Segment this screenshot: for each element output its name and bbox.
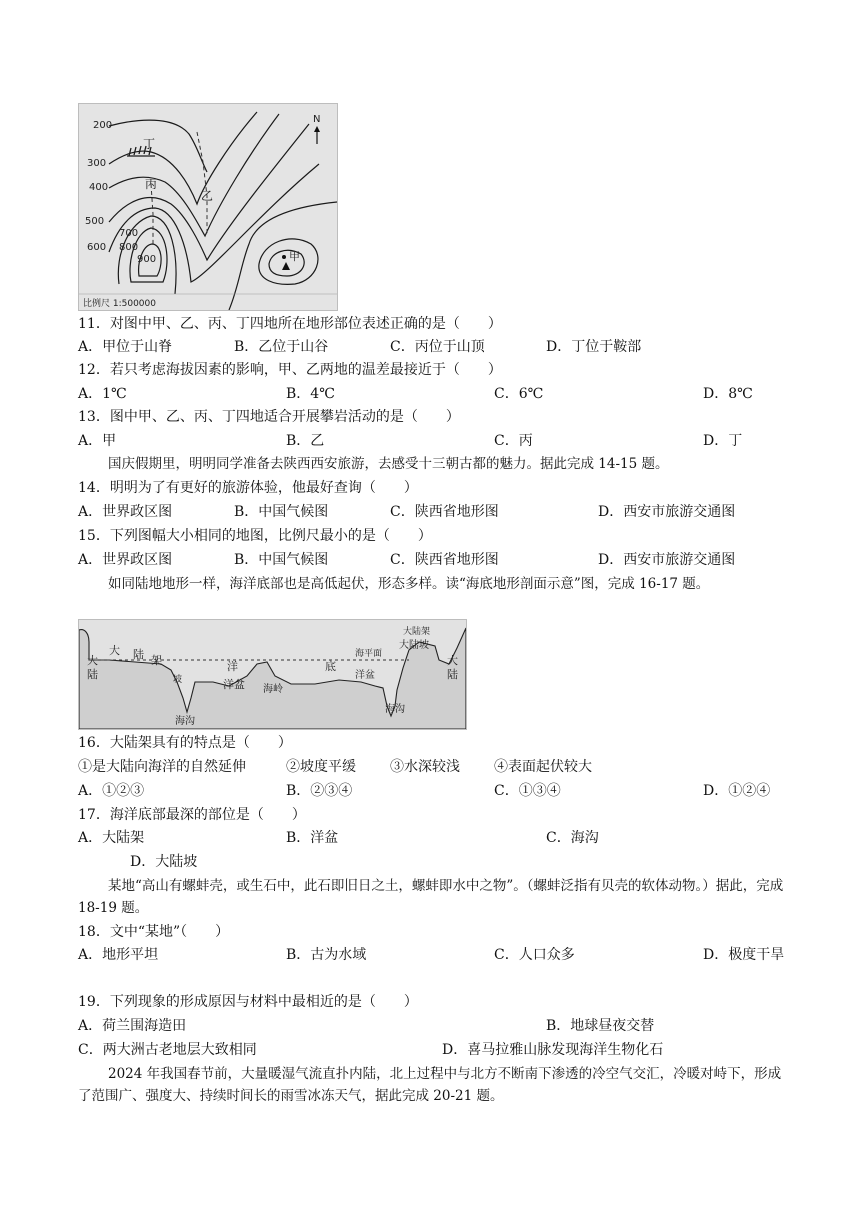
q15-option-c[interactable]: C．陕西省地形图: [390, 552, 499, 568]
label-dalujia-3: 架: [151, 654, 162, 667]
q12-option-c[interactable]: C．6℃: [494, 386, 544, 402]
q17-stem: 17．海洋底部最深的部位是（ ）: [78, 807, 306, 823]
q17-option-a[interactable]: A．大陆架: [78, 830, 145, 846]
seabed-profile-svg: [79, 620, 466, 729]
q15-option-d[interactable]: D．西安市旅游交通图: [598, 552, 736, 568]
q14-option-d[interactable]: D．西安市旅游交通图: [598, 504, 736, 520]
q15-stem: 15．下列图幅大小相同的地图，比例尺最小的是（ ）: [78, 528, 432, 544]
q14-stem: 14．明明为了有更好的旅游体验，他最好查询（ ）: [78, 480, 418, 496]
label-hailing: 海岭: [263, 684, 283, 695]
q14-option-a[interactable]: A．世界政区图: [78, 504, 173, 520]
q14-option-b[interactable]: B．中国气候图: [234, 504, 329, 520]
q16-item-3: ③水深较浅: [390, 759, 460, 775]
label-dalupo-left: 坡: [173, 675, 183, 685]
q16-option-c[interactable]: C．①③④: [494, 783, 561, 799]
label-dalu-right-1: 大: [447, 654, 458, 667]
contour-map-figure: [78, 103, 338, 311]
q13-option-c[interactable]: C．丙: [494, 433, 533, 449]
label-900: 900: [137, 254, 157, 265]
label-di: 底: [325, 660, 336, 673]
q18-stem: 18．文中“某地”（ ）: [78, 924, 230, 940]
q16-item-4: ④表面起伏较大: [494, 759, 592, 775]
label-north: N: [313, 114, 321, 125]
label-haipingmian: 海平面: [355, 649, 383, 659]
q19-option-b[interactable]: B．地球昼夜交替: [546, 1018, 655, 1034]
q11-stem: 11．对图中甲、乙、丙、丁四地所在地形部位表述正确的是（ ）: [78, 316, 502, 332]
label-yangpen-right: 洋盆: [355, 670, 375, 681]
q19-option-c[interactable]: C．两大洲古老地层大致相同: [78, 1042, 257, 1058]
label-ding: 丁: [143, 137, 156, 151]
label-dalu-right-2: 陆: [447, 668, 458, 681]
q11-option-b[interactable]: B．乙位于山谷: [234, 339, 329, 355]
q11-option-c[interactable]: C．丙位于山顶: [390, 339, 485, 355]
label-dalu-left-1: 大: [87, 654, 98, 667]
q15-option-b[interactable]: B．中国气候图: [234, 552, 329, 568]
label-300: 300: [87, 158, 107, 169]
q19-stem: 19．下列现象的形成原因与材料中最相近的是（ ）: [78, 994, 418, 1010]
q19-option-d[interactable]: D．喜马拉雅山脉发现海洋生物化石: [442, 1042, 664, 1058]
intro-16-17: 如同陆地地形一样，海洋底部也是高低起伏，形态多样。读“海底地形剖面示意”图，完成 16-17 题。: [108, 576, 710, 592]
label-yang: 洋: [227, 660, 238, 673]
peak-dot-icon: [282, 255, 286, 259]
q11-option-a[interactable]: A．甲位于山脊: [78, 339, 173, 355]
q18-option-a[interactable]: A．地形平坦: [78, 947, 159, 963]
label-yangpen-left: 洋盆: [223, 678, 245, 691]
q13-option-b[interactable]: B．乙: [286, 433, 325, 449]
q15-option-a[interactable]: A．世界政区图: [78, 552, 173, 568]
label-400: 400: [89, 182, 109, 193]
q12-stem: 12．若只考虑海拔因素的影响，甲、乙两地的温差最接近于（ ）: [78, 362, 502, 378]
label-haigou-right: 海沟: [385, 704, 405, 715]
label-yi: 乙: [201, 189, 214, 203]
label-dalujia-right: 大陆架: [403, 627, 431, 637]
q16-option-d[interactable]: D．①②④: [703, 783, 771, 799]
intro-14-15: 国庆假期里，明明同学准备去陕西西安旅游，去感受十三朝古都的魅力。据此完成 14-15 题。: [108, 456, 669, 472]
q16-item-2: ②坡度平缓: [286, 759, 356, 775]
contour-map-svg: [79, 104, 337, 310]
label-800: 800: [119, 242, 139, 253]
label-dalujia-2: 陆: [133, 648, 144, 661]
intro-20-21: 2024 年我国春节前，大量暖湿气流直扑内陆，北上过程中与北方不断南下渗透的冷空气交汇，冷暖对峙下，形成了范围广、强度大、持续时间长的雨雪冰冻天气，据此完成 20-21 题。: [78, 1066, 782, 1104]
q11-option-d[interactable]: D．丁位于鞍部: [546, 339, 642, 355]
q18-option-d[interactable]: D．极度干旱: [703, 947, 785, 963]
map-scale: 比例尺 1:500000: [83, 299, 156, 309]
q18-option-b[interactable]: B．古为水域: [286, 947, 367, 963]
label-600: 600: [87, 242, 107, 253]
label-dalupo-right: 大陆坡: [399, 640, 429, 651]
q13-option-d[interactable]: D．丁: [703, 433, 743, 449]
q14-option-c[interactable]: C．陕西省地形图: [390, 504, 499, 520]
seabed-profile-figure: [78, 619, 467, 730]
q18-option-c[interactable]: C．人口众多: [494, 947, 575, 963]
q16-stem: 16．大陆架具有的特点是（ ）: [78, 735, 292, 751]
q13-option-a[interactable]: A．甲: [78, 433, 117, 449]
q17-option-c[interactable]: C．海沟: [546, 830, 599, 846]
q12-option-d[interactable]: D．8℃: [703, 386, 753, 402]
q17-option-d[interactable]: D．大陆坡: [130, 854, 198, 870]
q19-option-a[interactable]: A．荷兰围海造田: [78, 1018, 187, 1034]
q12-option-b[interactable]: B．4℃: [286, 386, 335, 402]
intro-18-19: 某地“高山有螺蚌壳，或生石中，此石即旧日之土，螺蚌即水中之物”。（螺蚌泛指有贝壳的软体动物。）据此，完成 18-19 题。: [78, 878, 784, 916]
q16-option-a[interactable]: A．①②③: [78, 783, 145, 799]
q17-option-b[interactable]: B．洋盆: [286, 830, 339, 846]
label-haigou-left: 海沟: [175, 716, 195, 727]
label-bing: 丙: [145, 177, 158, 191]
q16-option-b[interactable]: B．②③④: [286, 783, 353, 799]
q12-option-a[interactable]: A．1℃: [78, 386, 127, 402]
label-500: 500: [85, 216, 105, 227]
label-dalu-left-2: 陆: [87, 668, 98, 681]
q13-stem: 13．图中甲、乙、丙、丁四地适合开展攀岩活动的是（ ）: [78, 409, 460, 425]
q16-item-1: ①是大陆向海洋的自然延伸: [78, 759, 246, 775]
label-700: 700: [119, 228, 139, 239]
label-dalujia-1: 大: [109, 644, 120, 657]
label-jia: 甲: [289, 250, 300, 263]
label-200: 200: [93, 120, 113, 131]
